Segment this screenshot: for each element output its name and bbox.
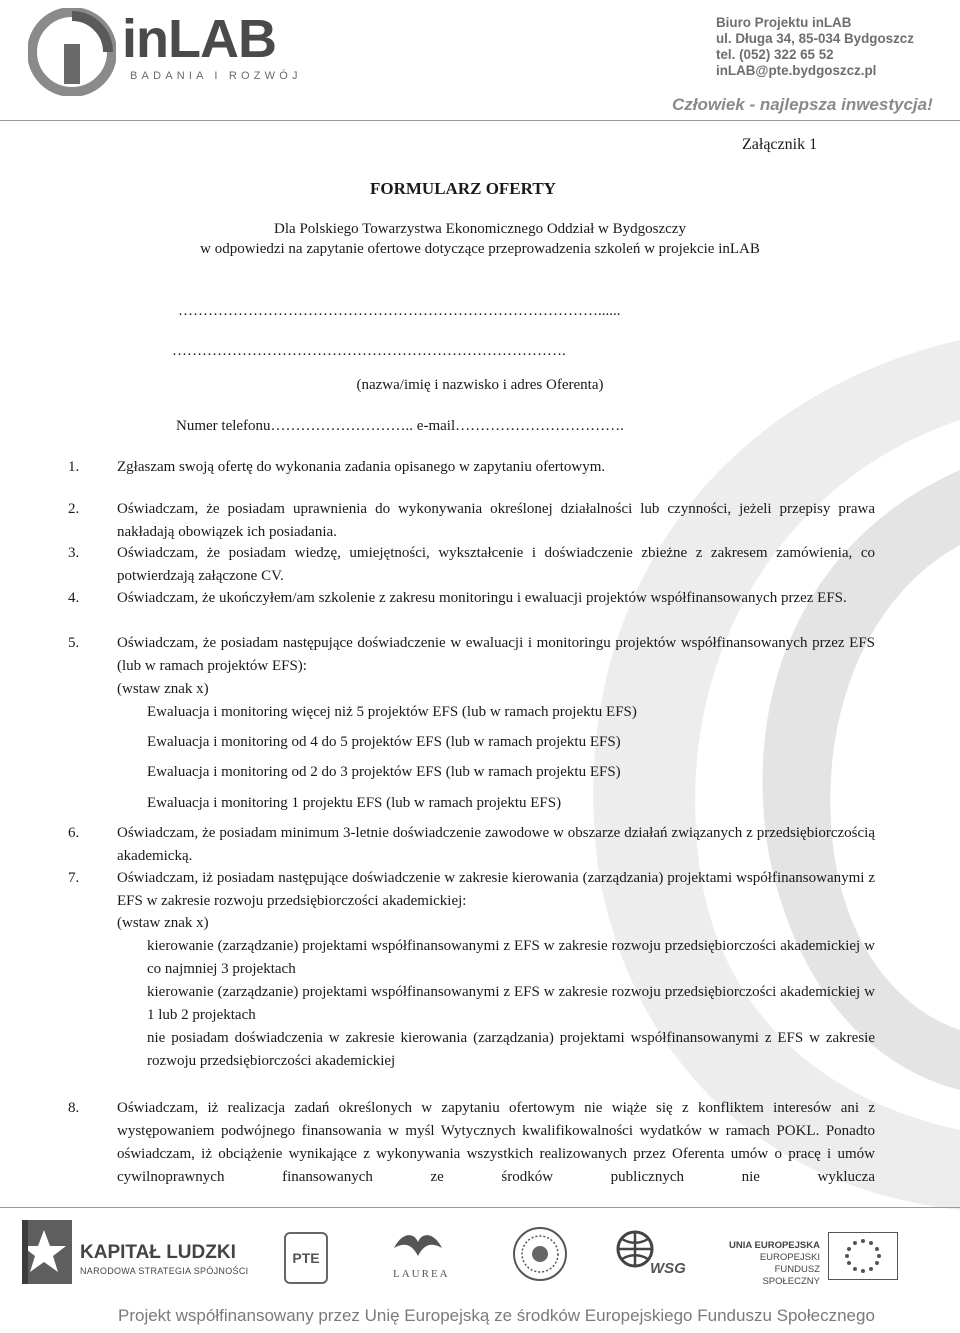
eu-line: EUROPEJSKI [759,1252,820,1263]
project-office-address [716,15,914,79]
office-line: inLAB@pte.bydgoszcz.pl [716,63,877,78]
insert-x-note: (wstaw znak x) [117,681,209,697]
insert-x-note: (wstaw znak x) [117,915,209,931]
statement-4: Oświadczam, że ukończyłem/am szkolenie z zakresu monitoringu i ewaluacji projektów współfinansowanych przez EFS. [117,590,847,606]
wsg-text: WSG [650,1260,686,1277]
item-number: 2. [68,501,80,517]
eu-line: FUNDUSZ SPOŁECZNY [762,1264,820,1287]
inlab-logo-icon [28,8,116,96]
laurea-text: LAUREA [393,1268,450,1280]
option-label: Ewaluacja i monitoring 1 projektu EFS (lub w ramach projektu EFS) [147,795,562,811]
item-number: 4. [68,590,80,606]
statement-8: Oświadczam, iż realizacja zadań określonych w zapytaniu ofertowym nie wiąże się z konfliktem interesów ani z występowaniem podwójnego finansowania w myśl Wytycznych kwalifikowalności wydatków w ramach POKL. Ponadto oświadczam, iż obciążenie wynikające z wykonywania wszystkich realizowanych przez Oferenta umów o pracę i umów cywilnoprawnych finansowanych ze środków publicznych nie wyklucza [117,1100,875,1185]
dotted-fill-line[interactable]: …………………………………………………………………………...... [178,303,621,319]
eu-label [716,1240,820,1288]
pte-logo-text: PTE [292,1250,320,1266]
statement-7: Oświadczam, iż posiadam następujące doświadczenie w zakresie kierowania (zarządzania) projektami współfinansowanymi z EFS w zakresie rozwoju przedsiębiorczości akademickiej: [117,870,875,909]
logo-name: inLAB [122,9,276,69]
logo-tagline: BADANIA I ROZWÓJ [130,70,302,82]
statement-2: Oświadczam, że posiadam uprawnienia do wykonywania określonej działalności lub czynności, jeżeli przepisy prawa nakładają obowiązek ich posiadania. [117,501,875,540]
option-label: Ewaluacja i monitoring od 4 do 5 projektów EFS (lub w ramach projektu EFS) [147,734,621,750]
option-label: kierowanie (zarządzanie) projektami współfinansowanymi z EFS w zakresie rozwoju przedsiębiorczości akademickiej w 1 lub 2 projektach [147,984,875,1023]
statement-6: Oświadczam, że posiadam minimum 3-letnie doświadczenie zawodowe w obszarze działań związanych z przedsiębiorczością akademicką. [117,825,875,864]
statement-3: Oświadczam, że posiadam wiedzę, umiejętności, wykształcenie i doświadczenie zbieżne z zakresem zamówienia, co potwierdzają załączone CV. [117,545,875,584]
office-line: ul. Długa 34, 85-034 Bydgoszcz [716,31,914,46]
addressee-line: w odpowiedzi na zapytanie ofertowe dotyczące przeprowadzenia szkoleń w projekcie inLAB [200,241,760,257]
pte-logo [284,1232,328,1284]
option-label: nie posiadam doświadczenia w zakresie kierowania (zarządzania) projektami współfinansowanymi z EFS w zakresie rozwoju przedsiębiorczości akademickiej [147,1030,875,1069]
statement-5: Oświadczam, że posiadam następujące doświadczenie w ewaluacji i monitoringu projektów współfinansowanych przez EFS (lub w ramach projektów EFS): [117,635,875,674]
kapital-ludzki-sub: NARODOWA STRATEGIA SPÓJNOŚCI [80,1266,249,1276]
item-number: 6. [68,825,80,841]
dotted-fill-line[interactable]: ……………………………………………………………………. [172,343,566,359]
name-caption: (nazwa/imię i nazwisko i adres Oferenta) [356,377,604,393]
kapital-ludzki-title: KAPITAŁ LUDZKI [80,1242,236,1263]
option-label: Ewaluacja i monitoring więcej niż 5 projektów EFS (lub w ramach projektu EFS) [147,704,637,720]
phone-email-line[interactable]: Numer telefonu……………………….. e-mail……………………………. [176,418,624,434]
eu-flag-icon [828,1232,898,1280]
slogan: Człowiek - najlepsza inwestycja! [672,95,933,114]
item-number: 7. [68,870,80,886]
wsg-globe-icon [616,1230,654,1268]
kapital-ludzki-star-icon [14,1216,76,1288]
university-seal-icon [512,1226,568,1282]
footer-divider [0,1207,960,1208]
item-number: 3. [68,545,80,561]
form-title: FORMULARZ OFERTY [370,179,556,198]
item-number: 8. [68,1100,80,1116]
office-line: Biuro Projektu inLAB [716,15,852,30]
laurea-bird-icon [392,1228,444,1264]
item-number: 5. [68,635,80,651]
addressee-line: Dla Polskiego Towarzystwa Ekonomicznego Oddział w Bydgoszczy [274,221,686,237]
item-number: 1. [68,459,80,475]
statement-1: Zgłaszam swoją ofertę do wykonania zadania opisanego w zapytaniu ofertowym. [117,459,606,475]
header-divider [0,120,960,121]
option-label: kierowanie (zarządzanie) projektami współfinansowanymi z EFS w zakresie rozwoju przedsiębiorczości akademickiej w co najmniej 3 projektach [147,938,875,977]
annex-label: Załącznik 1 [742,136,818,153]
project-cofinance-line: Projekt współfinansowany przez Unię Europejską ze środków Europejskiego Funduszu Społecznego [118,1306,875,1325]
option-label: Ewaluacja i monitoring od 2 do 3 projektów EFS (lub w ramach projektu EFS) [147,764,621,780]
eu-line: UNIA EUROPEJSKA [729,1240,820,1251]
office-line: tel. (052) 322 65 52 [716,47,834,62]
